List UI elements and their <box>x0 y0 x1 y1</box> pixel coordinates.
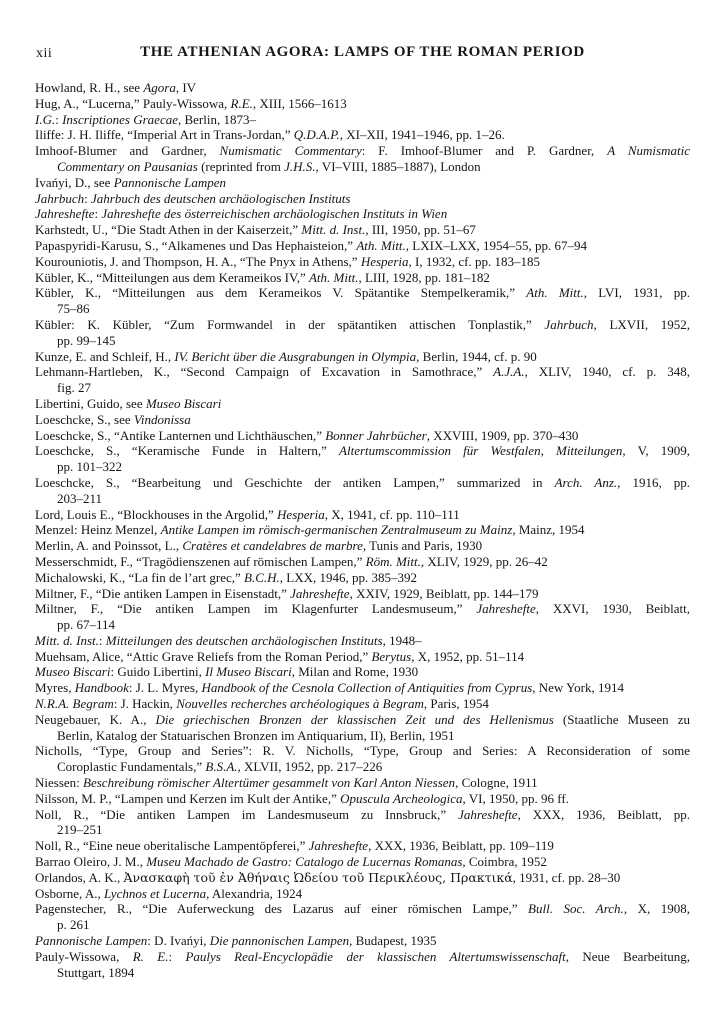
text-segment: , XIII, 1566–1613 <box>252 95 347 111</box>
text-segment: Niessen: <box>35 775 84 791</box>
italic-text-segment: Jahrbuch <box>35 190 85 206</box>
bib-line <box>35 696 690 712</box>
text-segment: Loeschcke, S., “Antike Lanternen und Lichthäuschen,” <box>35 427 326 443</box>
text-segment: Michalowski, K., “La fin de l’art grec,” <box>35 569 245 585</box>
bib-line <box>35 554 690 570</box>
bib-entry <box>35 680 690 696</box>
bib-line <box>35 649 690 665</box>
text-segment: , 1931, cf. pp. 28–30 <box>512 869 621 885</box>
text-segment: Loeschcke, S., “Keramische Funde in Haltern,” <box>35 443 340 459</box>
text-segment: : <box>98 632 106 648</box>
italic-text-segment: Ath. Mitt. <box>308 269 359 285</box>
text-segment: fig. 27 <box>57 380 91 396</box>
bib-entry <box>35 396 690 412</box>
bib-entry <box>35 933 690 949</box>
bib-line <box>35 933 690 949</box>
bib-entry <box>35 317 690 349</box>
text-segment: , LIII, 1928, pp. 181–182 <box>358 269 490 285</box>
text-segment: , XLVII, 1952, pp. 217–226 <box>237 759 383 775</box>
text-segment: , XXIV, 1929, Beiblatt, pp. 144–179 <box>349 585 539 601</box>
bib-entry <box>35 586 690 602</box>
text-segment: Libertini, Guido, see <box>35 395 146 411</box>
text-segment: pp. 101–322 <box>57 459 122 475</box>
bib-line <box>35 917 690 933</box>
bib-entry <box>35 80 690 96</box>
italic-text-segment: Jahreshefte <box>458 806 518 822</box>
text-segment: Coroplastic Fundamentals,” <box>57 759 206 775</box>
text-segment: , XLIV, 1929, pp. 26–42 <box>420 553 548 569</box>
page-number: xii <box>36 46 53 61</box>
text-segment: Karhstedt, U., “Die Stadt Athen in der Kaiserzeit,” <box>35 222 302 238</box>
bib-line <box>35 254 690 270</box>
text-segment: (Staatliche Museen zu <box>553 711 691 727</box>
text-segment: , XXX, 1936, Beiblatt, pp. 109–119 <box>368 838 554 854</box>
italic-text-segment: Jahreshefte <box>476 601 536 617</box>
bib-line <box>35 396 690 412</box>
text-segment: : Guido Libertini, <box>110 664 206 680</box>
text-segment: : <box>55 111 63 127</box>
text-segment: : F. Imhoof-Blumer and P. Gardner, <box>361 143 608 159</box>
bib-line <box>35 301 690 317</box>
bib-line <box>35 759 690 775</box>
text-segment: , X, 1952, pp. 51–114 <box>411 648 525 664</box>
bib-line <box>35 206 690 222</box>
bib-line <box>35 238 690 254</box>
bib-line <box>35 586 690 602</box>
bib-line <box>35 807 690 823</box>
italic-text-segment: Hesperia <box>360 253 409 269</box>
text-segment: , LXIX–LXX, 1954–55, pp. 67–94 <box>405 237 588 253</box>
text-segment: , V, 1909, <box>622 443 690 459</box>
text-segment: , XXVIII, 1909, pp. 370–430 <box>426 427 579 443</box>
bib-entry <box>35 791 690 807</box>
text-segment: , LVI, 1931, pp. <box>583 285 690 301</box>
text-segment: Iliffe: J. H. Iliffe, “Imperial Art in Trans-Jordan,” <box>35 127 294 143</box>
italic-text-segment: Jahrbuch <box>544 316 594 332</box>
bib-line <box>35 80 690 96</box>
italic-text-segment: Ath. Mitt. <box>356 237 406 253</box>
text-segment: , LXVII, 1952, <box>593 316 690 332</box>
bib-entry <box>35 538 690 554</box>
bib-entry <box>35 206 690 222</box>
bib-entry <box>35 507 690 523</box>
italic-text-segment: Vindonissa <box>133 411 191 427</box>
bib-entry <box>35 412 690 428</box>
bib-entry <box>35 570 690 586</box>
text-segment: , XXVI, 1930, Beiblatt, <box>535 601 690 617</box>
bib-entry <box>35 901 690 933</box>
bib-entry <box>35 664 690 680</box>
bib-line <box>35 175 690 191</box>
bib-line <box>35 791 690 807</box>
bib-entry <box>35 696 690 712</box>
bib-line <box>35 459 690 475</box>
bibliography-list <box>35 80 690 980</box>
text-segment: Osborne, A., <box>35 885 104 901</box>
bib-entry <box>35 554 690 570</box>
italic-text-segment: Pannonische Lampen <box>113 174 226 190</box>
text-segment: Ivańyi, D., see <box>35 174 114 190</box>
bib-line <box>35 870 690 886</box>
text-segment: , XI–XII, 1941–1946, pp. 1–26. <box>339 127 505 143</box>
text-segment: : D. Ivańyi, <box>147 933 210 949</box>
bib-line <box>35 728 690 744</box>
text-segment: , Coimbra, 1952 <box>462 854 547 870</box>
bib-entry <box>35 522 690 538</box>
text-segment: Kübler: K. Kübler, “Zum Formwandel in der spätantiken attischen Tonplastik,” <box>35 316 545 332</box>
italic-text-segment: Nouvelles recherches archéologiques à Begram <box>176 696 424 712</box>
text-segment: Menzel: Heinz Menzel, <box>35 522 161 538</box>
text-segment: Pagenstecher, R., “Die Auferweckung des Lazarus auf einer römischen Lampe,” <box>35 901 529 917</box>
text-segment: Kunze, E. and Schleif, H., <box>35 348 175 364</box>
bib-line <box>35 96 690 112</box>
bib-line <box>35 601 690 617</box>
bib-line <box>35 822 690 838</box>
italic-text-segment: Beschreibung römischer Altertümer gesammelt von Karl Anton Niessen <box>83 775 456 791</box>
bib-line <box>35 317 690 333</box>
text-segment: , XXX, 1936, Beiblatt, pp. <box>517 806 690 822</box>
bib-line <box>35 617 690 633</box>
italic-text-segment: Agora <box>143 80 176 95</box>
text-segment: : <box>94 206 102 222</box>
text-segment: , Alexandria, 1924 <box>206 885 303 901</box>
bib-entry <box>35 854 690 870</box>
bib-line <box>35 522 690 538</box>
text-segment: , 1948– <box>382 632 422 648</box>
bib-entry <box>35 870 690 886</box>
italic-text-segment: Bonner Jahrbücher <box>325 427 427 443</box>
bib-line <box>35 191 690 207</box>
italic-text-segment: Museo Biscari <box>35 664 111 680</box>
text-segment: Miltner, F., “Die antiken Lampen in Eisenstadt,” <box>35 585 291 601</box>
italic-text-segment: Berytus <box>371 648 412 664</box>
bib-line <box>35 775 690 791</box>
text-segment: Nilsson, M. P., “Lampen und Kerzen im Kult der Antike,” <box>35 790 341 806</box>
text-segment: 203–211 <box>57 490 103 506</box>
bib-entry <box>35 633 690 649</box>
bib-line <box>35 412 690 428</box>
italic-text-segment: Handbook <box>74 680 129 696</box>
bib-line <box>35 838 690 854</box>
text-segment: Pauly-Wissowa, <box>35 948 133 964</box>
bib-entry <box>35 712 690 744</box>
text-segment: Hug, A., “Lucerna,” Pauly-Wissowa, <box>35 95 231 111</box>
text-segment: Orlandos, A. K., <box>35 869 124 885</box>
text-segment: , X, 1908, <box>623 901 690 917</box>
text-segment: , New York, 1914 <box>532 680 624 696</box>
bib-entry <box>35 949 690 981</box>
italic-text-segment: Altertumscommission für Westfalen, Mitteilungen <box>339 443 623 459</box>
text-segment: , LXX, 1946, pp. 385–392 <box>279 569 417 585</box>
italic-text-segment: Bull. Soc. Arch. <box>528 901 624 917</box>
bib-line <box>35 901 690 917</box>
bib-line <box>35 712 690 728</box>
italic-text-segment: B.C.H. <box>244 569 280 585</box>
bib-entry <box>35 270 690 286</box>
bib-line <box>35 270 690 286</box>
italic-text-segment: I.G. <box>35 111 56 127</box>
text-segment: Miltner, F., “Die antiken Lampen im Klagenfurter Landesmuseum,” <box>35 601 477 617</box>
text-segment: Noll, R., “Die antiken Lampen im Landesmuseum zu Innsbruck,” <box>35 806 459 822</box>
italic-text-segment: A.J.A. <box>493 364 525 380</box>
bib-line <box>35 222 690 238</box>
bib-line <box>35 680 690 696</box>
text-segment: (reprinted from <box>197 158 285 174</box>
text-segment: , Mainz, 1954 <box>512 522 585 538</box>
text-segment: , Paris, 1954 <box>423 696 489 712</box>
italic-text-segment: N.R.A. Begram <box>35 696 114 712</box>
text-segment: Noll, R., “Eine neue oberitalische Lampentöpferei,” <box>35 838 309 854</box>
bib-entry <box>35 838 690 854</box>
italic-text-segment: Museo Biscari <box>145 395 222 411</box>
bib-line <box>35 364 690 380</box>
text-segment: Lehmann-Hartleben, K., “Second Campaign of Excavation in Samothrace,” <box>35 364 494 380</box>
text-segment: : <box>168 948 186 964</box>
bib-line <box>35 886 690 902</box>
bib-line <box>35 112 690 128</box>
italic-text-segment: Q.D.A.P. <box>293 127 340 143</box>
text-segment: Stuttgart, 1894 <box>57 964 135 980</box>
bib-line <box>35 633 690 649</box>
italic-text-segment: Mitteilungen des deutschen archäologischen Instituts <box>105 632 383 648</box>
italic-text-segment: Die griechischen Bronzen der klassischen Zeit und des Hellenismus <box>155 711 554 727</box>
italic-text-segment: Jahreshefte <box>308 838 369 854</box>
italic-text-segment: Arch. Anz. <box>554 474 618 490</box>
text-segment: Muehsam, Alice, “Attic Grave Reliefs from the Roman Period,” <box>35 648 372 664</box>
text-segment: Imhoof-Blumer and Gardner, <box>35 143 220 159</box>
bib-entry <box>35 428 690 444</box>
text-segment: : <box>84 190 91 206</box>
italic-text-segment: Mitt. d. Inst. <box>35 632 99 648</box>
text-segment: 75–86 <box>57 301 90 317</box>
text-segment: p. 261 <box>57 917 90 933</box>
bib-entry <box>35 743 690 775</box>
italic-text-segment: Commentary on Pausanias <box>57 158 198 174</box>
bib-entry <box>35 364 690 396</box>
italic-text-segment: Die pannonischen Lampen <box>209 933 350 949</box>
text-segment: Kübler, K., “Mitteilungen aus dem Kerameikos V. Spätantike Stempelkeramik,” <box>35 285 527 301</box>
italic-text-segment: Il Museo Biscari <box>205 664 292 680</box>
text-segment: , Neue Bearbeitung, <box>565 948 690 964</box>
text-segment: , Berlin, 1944, cf. p. 90 <box>416 348 537 364</box>
bib-entry <box>35 475 690 507</box>
page-header <box>35 44 690 62</box>
text-segment: , Tunis and Paris, 1930 <box>362 538 483 554</box>
bib-line <box>35 854 690 870</box>
italic-text-segment: Lychnos et Lucerna <box>103 885 207 901</box>
text-segment: Neugebauer, K. A., <box>35 711 156 727</box>
italic-text-segment: Ath. Mitt. <box>526 285 584 301</box>
italic-text-segment: Numismatic Commentary <box>219 143 362 159</box>
italic-text-segment: Museu Machado de Gastro: Catalogo de Lucernas Romanas <box>146 854 463 870</box>
text-segment: , I, 1932, cf. pp. 183–185 <box>408 253 540 269</box>
italic-text-segment: Pannonische Lampen <box>35 933 148 949</box>
text-segment: , III, 1950, pp. 51–67 <box>365 222 476 238</box>
text-segment: Nicholls, “Type, Group and Series”: R. V. Nicholls, “Type, Group and Series: A Reconsideration of some <box>35 743 690 759</box>
bib-entry <box>35 443 690 475</box>
bib-line <box>35 349 690 365</box>
text-segment: , XLIV, 1940, cf. p. 348, <box>524 364 690 380</box>
bib-line <box>35 143 690 159</box>
bib-entry <box>35 649 690 665</box>
italic-text-segment: J.H.S. <box>284 158 316 174</box>
text-segment: Messerschmidt, F., “Tragödienszenen auf römischen Lampen,” <box>35 553 366 569</box>
text-segment: , X, 1941, cf. pp. 110–111 <box>324 506 460 522</box>
text-segment: Howland, R. H., see <box>35 80 144 95</box>
bib-line <box>35 475 690 491</box>
italic-text-segment: Röm. Mitt. <box>365 553 421 569</box>
bib-entry <box>35 222 690 238</box>
text-segment: Kübler, K., “Mitteilungen aus dem Kerameikos IV,” <box>35 269 309 285</box>
bib-entry <box>35 127 690 143</box>
bib-entry <box>35 886 690 902</box>
greek-text-segment: Ἀνασκαφὴ τοῦ ἐν Ἀθήναις Ὠδείου τοῦ Περικλέους, Πρακτικά <box>123 869 513 885</box>
bib-entry <box>35 143 690 175</box>
bib-line <box>35 507 690 523</box>
italic-text-segment: Jahreshefte <box>35 206 95 222</box>
text-segment: Lord, Louis E., “Blockhouses in the Argolid,” <box>35 506 278 522</box>
italic-text-segment: Jahrbuch des deutschen archäologischen Instituts <box>90 190 351 206</box>
text-segment: , Milan and Rome, 1930 <box>291 664 419 680</box>
bib-line <box>35 443 690 459</box>
italic-text-segment: Jahreshefte des österreichischen archäologischen Instituts in Wien <box>101 206 448 222</box>
bib-entry <box>35 112 690 128</box>
text-segment: Papaspyridi-Karusu, S., “Alkamenes und Das Hephaisteion,” <box>35 237 357 253</box>
text-segment: : J. Hackin, <box>113 696 177 712</box>
text-segment: Kourouniotis, J. and Thompson, H. A., “The Pnyx in Athens,” <box>35 253 361 269</box>
bib-line <box>35 428 690 444</box>
italic-text-segment: Antike Lampen im römisch-germanischen Zentralmuseum zu Mainz <box>160 522 513 538</box>
bib-line <box>35 285 690 301</box>
bib-line <box>35 159 690 175</box>
text-segment: , 1916, pp. <box>617 474 690 490</box>
text-segment: , IV <box>175 80 197 95</box>
page-title: THE ATHENIAN AGORA: LAMPS OF THE ROMAN PERIOD <box>140 44 585 60</box>
italic-text-segment: Paulys Real-Encyclopädie der klassischen Altertumswissenschaft <box>185 948 566 964</box>
bib-line <box>35 664 690 680</box>
bib-entry <box>35 601 690 633</box>
italic-text-segment: A Numismatic <box>607 143 690 159</box>
italic-text-segment: R.E. <box>230 95 253 111</box>
text-segment: Myres, <box>35 680 75 696</box>
text-segment: pp. 67–114 <box>57 617 116 633</box>
italic-text-segment: IV. Bericht über die Ausgrabungen in Olympia <box>174 348 417 364</box>
italic-text-segment: Jahreshefte <box>290 585 350 601</box>
text-segment: 219–251 <box>57 822 103 838</box>
italic-text-segment: R. E. <box>132 948 169 964</box>
bib-line <box>35 743 690 759</box>
italic-text-segment: Hesperia <box>277 506 325 522</box>
italic-text-segment: Inscriptiones Graecae <box>62 111 178 127</box>
text-segment: , Berlin, 1873– <box>177 111 256 127</box>
bib-entry <box>35 807 690 839</box>
text-segment: , VI–VIII, 1885–1887), London <box>315 158 481 174</box>
bib-line <box>35 380 690 396</box>
bib-line <box>35 127 690 143</box>
italic-text-segment: B.S.A. <box>205 759 238 775</box>
text-segment: , VI, 1950, pp. 96 ff. <box>462 790 569 806</box>
bib-line <box>35 570 690 586</box>
bib-line <box>35 965 690 981</box>
text-segment: : J. L. Myres, <box>128 680 202 696</box>
bib-line <box>35 538 690 554</box>
text-segment: Barrao Oleiro, J. M., <box>35 854 147 870</box>
italic-text-segment: Opuscula Archeologica <box>340 790 463 806</box>
bib-entry <box>35 96 690 112</box>
text-segment: Merlin, A. and Poinssot, L., <box>35 538 183 554</box>
text-segment: , Cologne, 1911 <box>455 775 538 791</box>
text-segment: Berlin, Katalog der Statuarischen Bronzen im Antiquarium, II), Berlin, 1951 <box>57 727 455 743</box>
bib-entry <box>35 254 690 270</box>
text-segment: , Budapest, 1935 <box>349 933 437 949</box>
bib-entry <box>35 285 690 317</box>
bib-entry <box>35 238 690 254</box>
italic-text-segment: Handbook of the Cesnola Collection of Antiquities from Cyprus <box>201 680 533 696</box>
bib-entry <box>35 191 690 207</box>
bib-line <box>35 949 690 965</box>
bib-line <box>35 491 690 507</box>
text-segment: Loeschcke, S., see <box>35 411 134 427</box>
bib-entry <box>35 775 690 791</box>
italic-text-segment: Cratères et candelabres de marbre <box>182 538 363 554</box>
italic-text-segment: Mitt. d. Inst. <box>301 222 366 238</box>
bib-line <box>35 333 690 349</box>
bib-entry <box>35 349 690 365</box>
bib-entry <box>35 175 690 191</box>
text-segment: Loeschcke, S., “Bearbeitung und Geschichte der antiken Lampen,” summarized in <box>35 474 555 490</box>
text-segment: pp. 99–145 <box>57 332 116 348</box>
